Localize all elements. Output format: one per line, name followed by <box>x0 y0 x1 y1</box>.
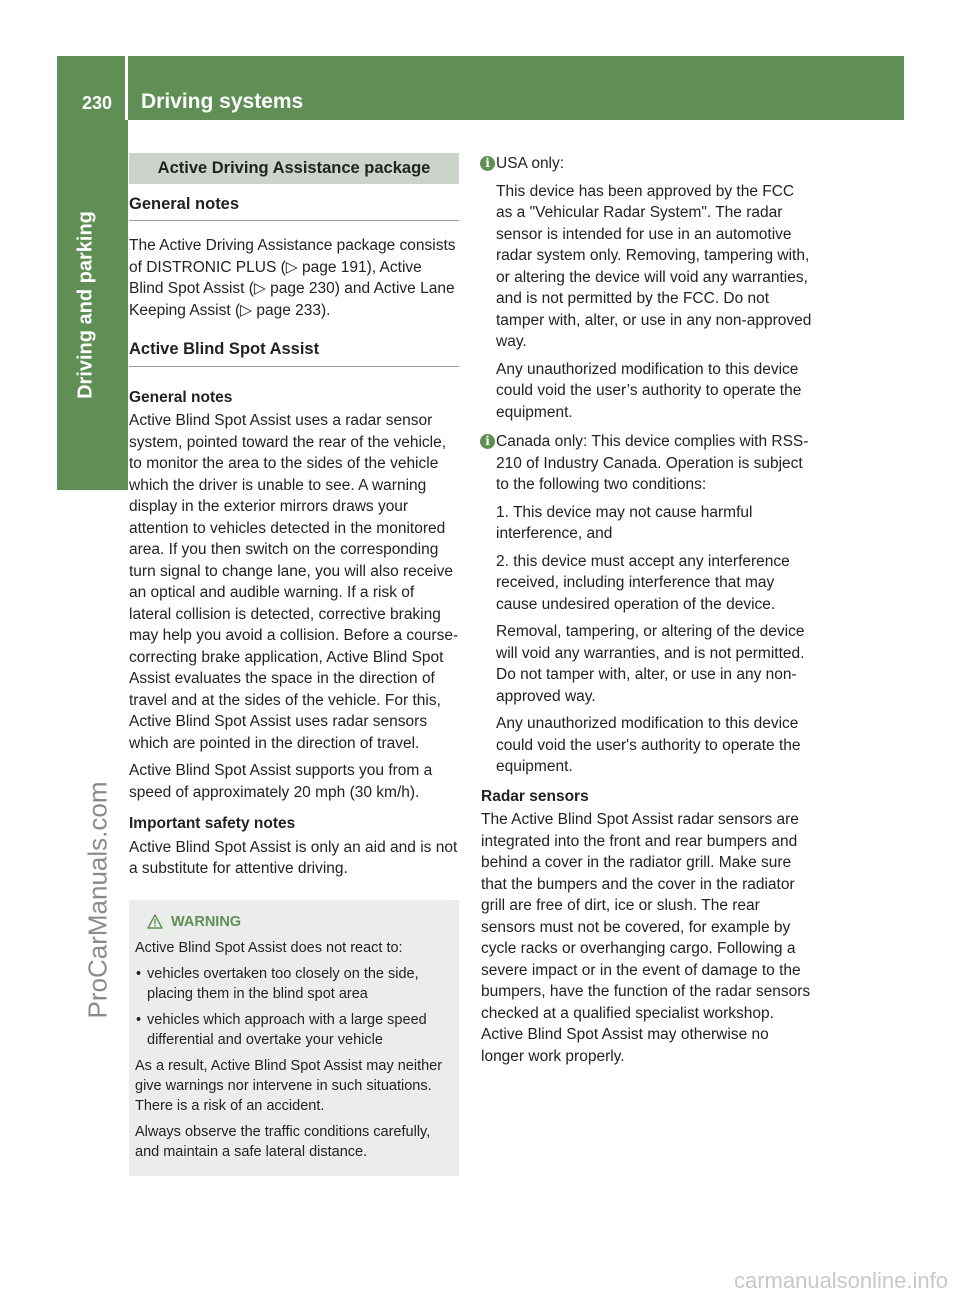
warning-box <box>129 900 459 1176</box>
warning-bullets <box>135 964 451 1050</box>
usa-info <box>481 153 812 423</box>
right-column <box>481 153 812 1073</box>
canada-info <box>481 431 812 778</box>
safety-text: Active Blind Spot Assist is only an aid and is not a substitute for attentive driving. <box>129 838 458 877</box>
usa-p3: Any unauthorized modification to this device could void the user’s authority to operate the equipment. <box>496 360 802 421</box>
info-icon: i <box>480 156 495 171</box>
bsa-paragraph-1: Active Blind Spot Assist uses a radar sensor system, pointed toward the rear of the vehicle, to monitor the area to the sides of the vehicle which the driver is unable to see. A warning display in the exterior mirrors draws your attention to vehicles detected in the monitored area. If you then switch on the corresponding turn signal to change lane, you will also receive an optical and audible warning. If a risk of lateral collision is detected, corrective braking may help you avoid a collision. Before a course-correcting brake application, Active Blind Spot Assist evaluates the space in the direction of travel and at the sides of the vehicle. For this, Active Blind Spot Assist uses radar sensors which are pointed in the direction of travel. <box>129 412 459 752</box>
warning-bullet: • vehicles which approach with a large speed differential and overtake your vehicle <box>135 1010 451 1050</box>
safety-heading: Important safety notes <box>129 815 296 832</box>
general-notes-text: The Active Driving Assistance package consists of DISTRONIC PLUS (▷ page 191), Active Blind Spot Assist (▷ page 230) and Active Lane Keeping Assist (▷ page 233). <box>129 237 456 319</box>
left-column <box>129 153 459 1176</box>
bsa-paragraph-2: Active Blind Spot Assist supports you from a speed of approximately 20 mph (30 km/h). <box>129 762 433 801</box>
canada-p4: Removal, tampering, or altering of the device will void any warranties, and is not permitted. Do not tamper with, alter, or use in any non-approved way. <box>496 623 805 705</box>
usa-p2: This device has been approved by the FCC as a "Vehicular Radar System". The radar sensor is intended for use in an automotive radar system only. Removing, tampering with, or altering the device will void any warranties, and is not permitted by the FCC. Do not tamper with, alter, or use in any non-approved way. <box>496 182 812 350</box>
radar-heading: Radar sensors <box>481 787 589 805</box>
section-title: Driving systems <box>141 90 304 113</box>
bsa-heading: Active Blind Spot Assist <box>129 339 459 367</box>
warning-bullet: • vehicles overtaken too closely on the side, placing them in the blind spot area <box>135 964 451 1004</box>
canada-p5: Any unauthorized modification to this device could void the user's authority to operate the equipment. <box>496 715 801 775</box>
info-icon: i <box>480 434 495 449</box>
usa-p1: USA only: <box>496 155 565 172</box>
general-notes-heading: General notes <box>129 194 459 222</box>
warning-paragraph-2: Always observe the traffic conditions carefully, and maintain a safe lateral distance. <box>135 1123 431 1160</box>
warning-paragraph-1: As a result, Active Blind Spot Assist may neither give warnings nor intervene in such situations. There is a risk of an accident. <box>135 1057 443 1114</box>
header-separator <box>125 56 128 120</box>
page-number: 230 <box>82 93 113 113</box>
warning-intro: Active Blind Spot Assist does not react to: <box>135 939 403 956</box>
canada-p3: 2. this device must accept any interference received, including interference that may cause undesired operation of the device. <box>496 552 790 613</box>
canada-p2: 1. This device may not cause harmful interference, and <box>496 503 753 542</box>
bsa-general-heading: General notes <box>129 388 233 406</box>
canada-p1: Canada only: This device complies with RSS-210 of Industry Canada. Operation is subject to the following two conditions: <box>496 433 809 493</box>
warning-title: WARNING <box>135 912 451 932</box>
radar-text: The Active Blind Spot Assist radar sensors are integrated into the front and rear bumpers and behind a cover in the radiator grill. Make sure that the bumpers and the cover in the radiator grill are free of dirt, ice or slush. The rear sensors must not be covered, for example by cycle racks or overhanging cargo. Following a severe impact or in the event of damage to the bumpers, have the function of the radar sensors checked at a qualified specialist workshop. Active Blind Spot Assist may otherwise no longer work properly. <box>481 811 811 1065</box>
box-heading: Active Driving Assistance package <box>129 153 459 184</box>
warning-triangle-icon <box>147 914 163 929</box>
watermark-bottom: carmanualsonline.info <box>733 1268 948 1293</box>
